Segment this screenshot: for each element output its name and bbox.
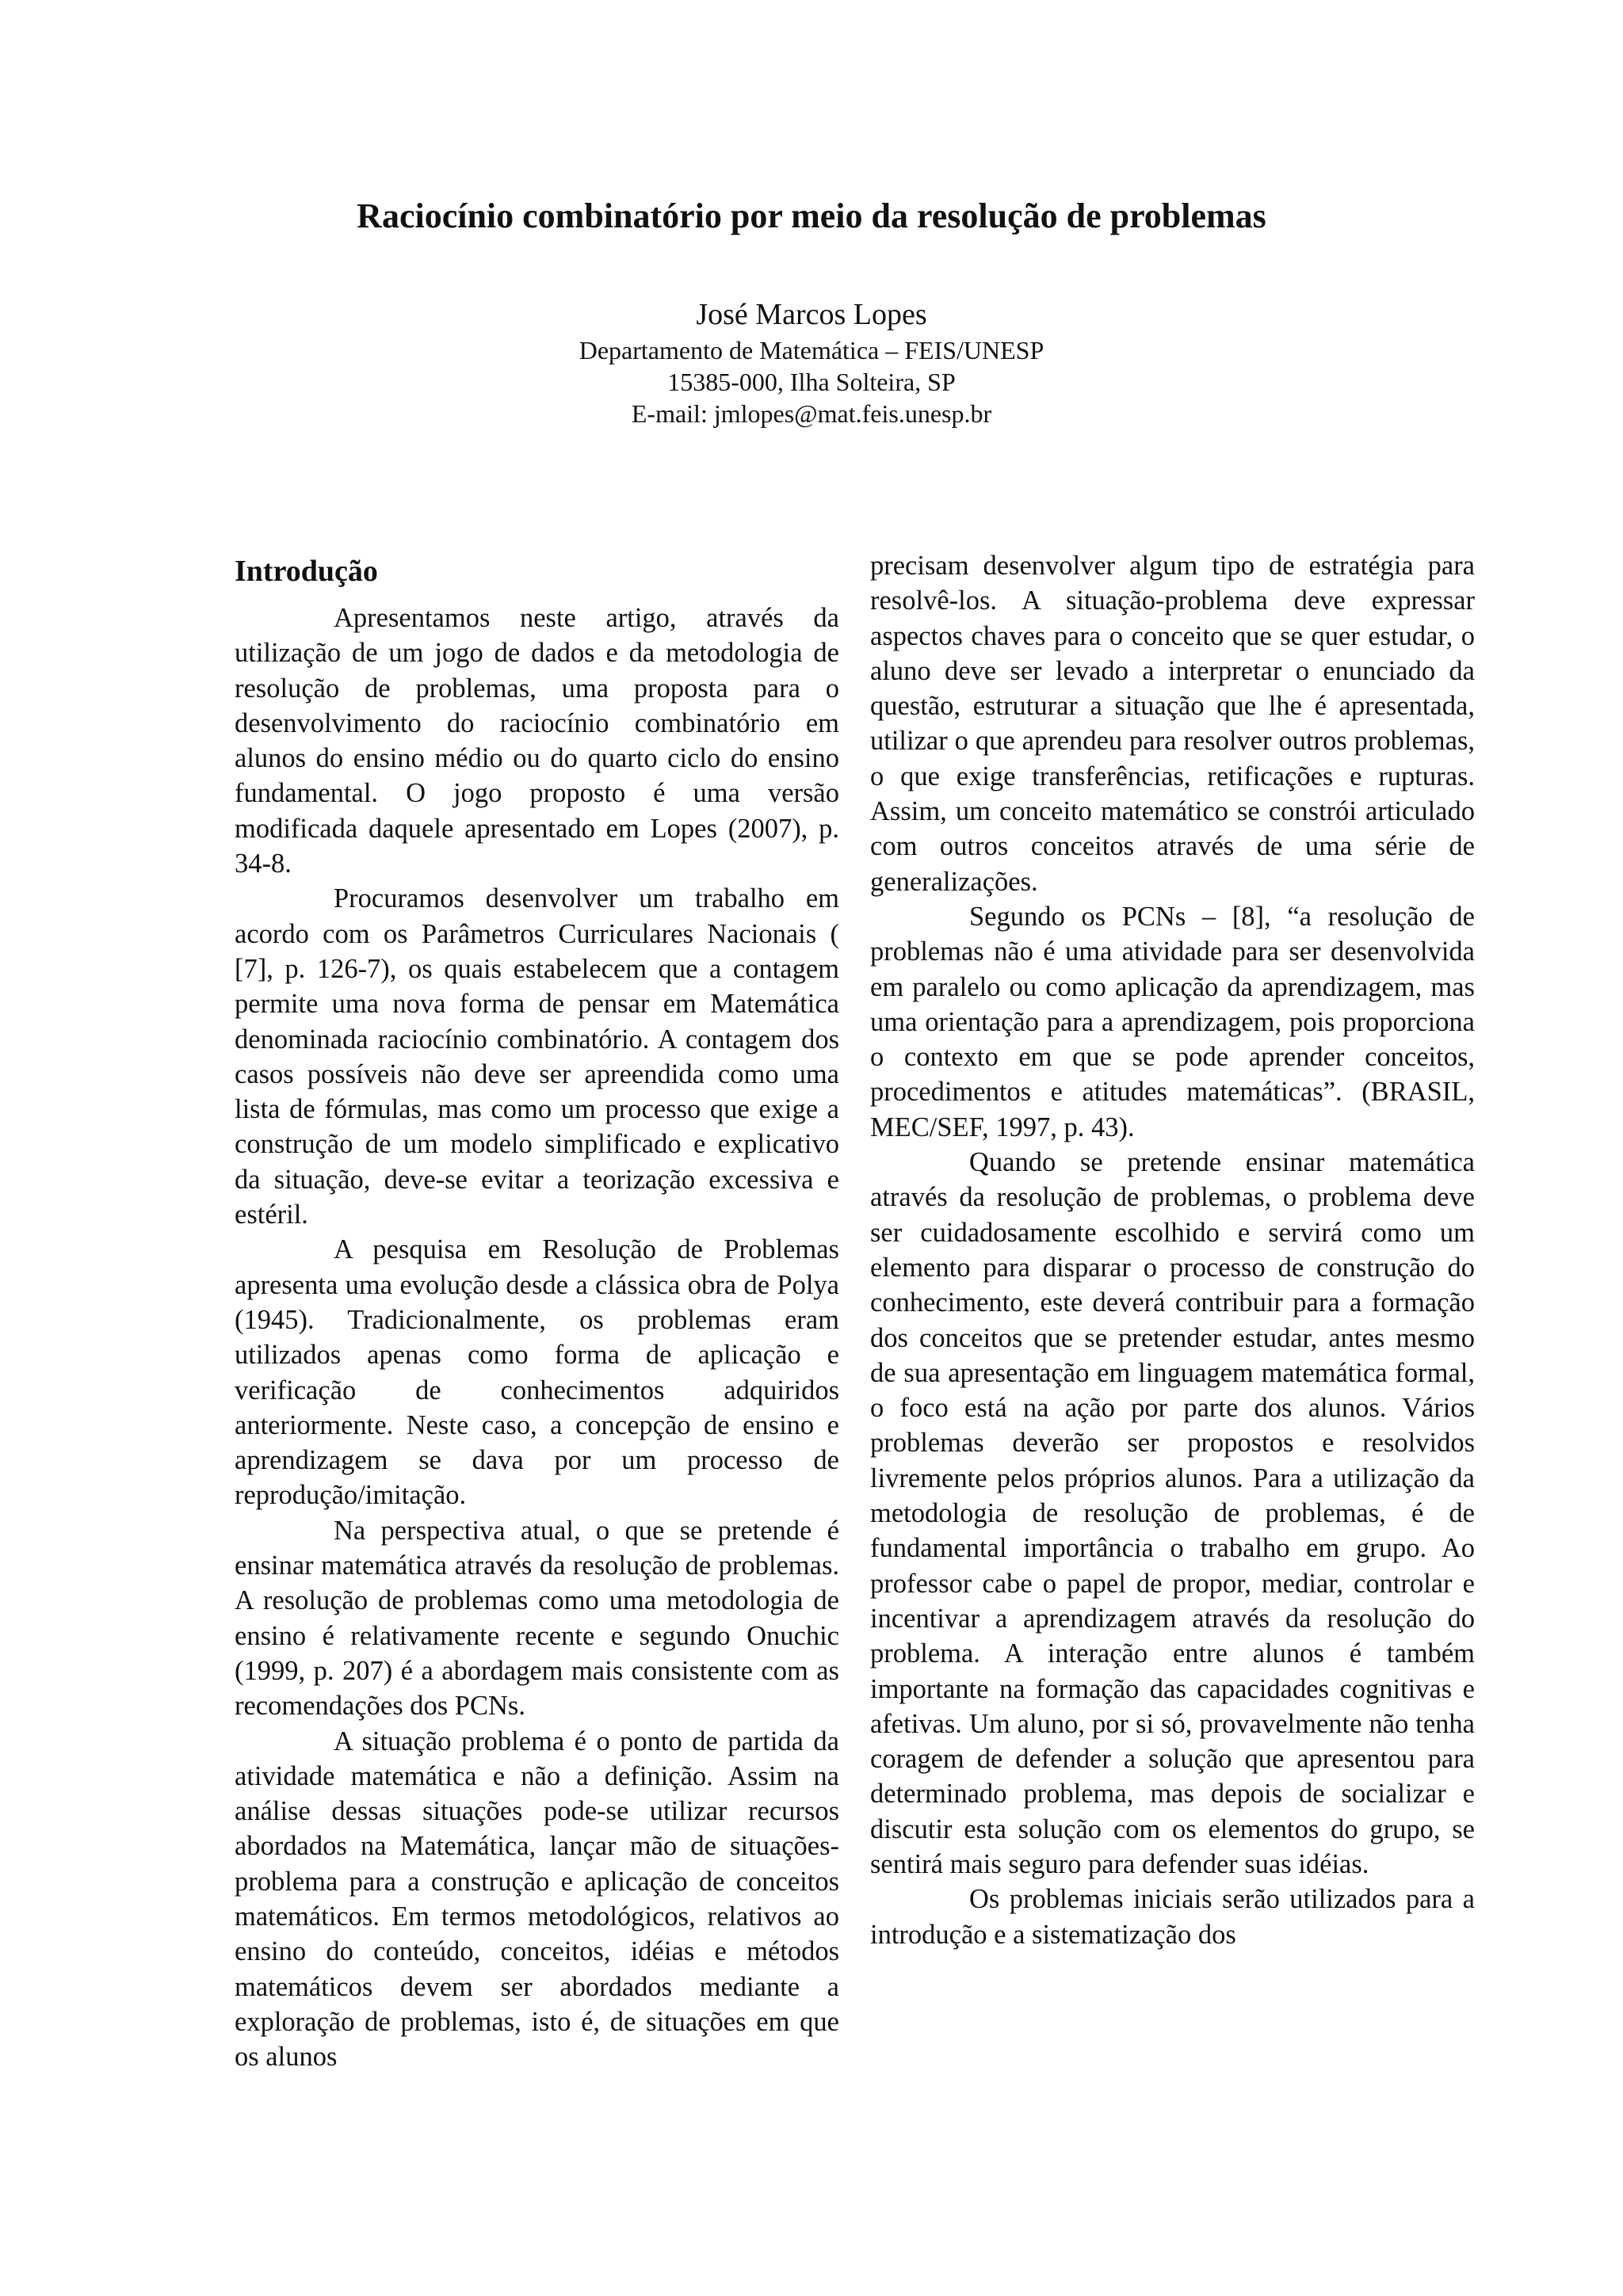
right-column [870,548,1475,1952]
paragraph: Apresentamos neste artigo, através da utilização de um jogo de dados e da metodologia de resolução de problemas, uma proposta para o desenvolvimento do raciocínio combinatório em alunos do ensino médio ou do quarto ciclo do ensino fundamental. O jogo proposto é uma versão modificada daquele apresentado em Lopes (2007), p. 34-8. [235,603,839,879]
author-address: 15385-000, Ilha Solteira, SP [667,368,956,396]
paragraph: Na perspectiva atual, o que se pretende é ensinar matemática através da resolução de problemas. A resolução de problemas como uma metodologia de ensino é relativamente recente e segundo Onuchic (1999, p. 207) é a abordagem mais consistente com as recomendações dos PCNs. [235,1515,839,1722]
author-email: E-mail: jmlopes@mat.feis.unesp.br [631,399,992,428]
author-department: Departamento de Matemática – FEIS/UNESP [579,336,1044,364]
section-heading-introducao: Introdução [235,555,378,588]
paragraph: A pesquisa em Resolução de Problemas apresenta uma evolução desde a clássica obra de Polya (1945). Tradicionalmente, os problemas eram utilizados apenas como forma de aplicação e verificação de conhecimentos adquiridos anteriormente. Neste caso, a concepção de ensino e aprendizagem se dava por um processo de reprodução/imitação. [235,1234,839,1511]
paragraph: Os problemas iniciais serão utilizados para a introdução e a sistematização dos [870,1884,1475,1950]
paragraph: Quando se pretende ensinar matemática através da resolução de problemas, o problema deve ser cuidadosamente escolhido e servirá como um elemento para disparar o processo de construção do conhecimento, este deverá contribuir para a formação dos conceitos que se pretender estudar, antes mesmo de sua apresentação em linguagem matemática formal, o foco está na ação por parte dos alunos. Vários problemas deverão ser propostos e resolvidos livremente pelos próprios alunos. Para a utilização da metodologia de resolução de problemas, é de fundamental importância o trabalho em grupo. Ao professor cabe o papel de propor, mediar, controlar e incentivar a aprendizagem através da resolução do problema. A interação entre alunos é também importante na formação das capacidades cognitivas e afetivas. Um aluno, por si só, provavelmente não tenha coragem de defender a solução que apresentou para determinado problema, mas depois de socializar e discutir esta solução com os elementos do grupo, se sentirá mais seguro para defender suas idéias. [870,1147,1475,1879]
author-name: José Marcos Lopes [696,298,927,331]
paragraph: A situação problema é o ponto de partida da atividade matemática e não a definição. Assim na análise dessas situações pode-se utilizar recursos abordados na Matemática, lançar mão de situações-problema para a construção e aplicação de conceitos matemáticos. Em termos metodológicos, relativos ao ensino do conteúdo, conceitos, idéias e métodos matemáticos devem ser abordados mediante a exploração de problemas, isto é, de situações em que os alunos [235,1726,839,2073]
paragraph: Procuramos desenvolver um trabalho em acordo com os Parâmetros Curriculares Nacionais ( [7], p. 126-7), os quais estabelecem que a contagem permite uma nova forma de pensar em Matemática denominada raciocínio combinatório. A contagem dos casos possíveis não deve ser apreendida como uma lista de fórmulas, mas como um processo que exige a construção de um modelo simplificado e explicativo da situação, deve-se evitar a teorização excessiva e estéril. [235,883,839,1230]
paragraph-continued: precisam desenvolver algum tipo de estratégia para resolvê-los. A situação-problema deve expressar aspectos chaves para o conceito que se quer estudar, o aluno deve ser levado a interpretar o enunciado da questão, estruturar a situação que lhe é apresentada, utilizar o que aprendeu para resolver outros problemas, o que exige transferências, retificações e rupturas. Assim, um conceito matemático se constrói articulado com outros conceitos através de uma série de generalizações. [870,551,1475,897]
paper-title: Raciocínio combinatório por meio da resolução de problemas [357,196,1266,235]
paragraph: Segundo os PCNs – [8], “a resolução de problemas não é uma atividade para ser desenvolvida em paralelo ou como aplicação da aprendizagem, mas uma orientação para a aprendizagem, pois proporciona o contexto em que se pode aprender conceitos, procedimentos e atitudes matemáticas”. (BRASIL, MEC/SEF, 1997, p. 43). [870,901,1475,1142]
left-column [235,545,839,2074]
author-block [0,295,1623,429]
